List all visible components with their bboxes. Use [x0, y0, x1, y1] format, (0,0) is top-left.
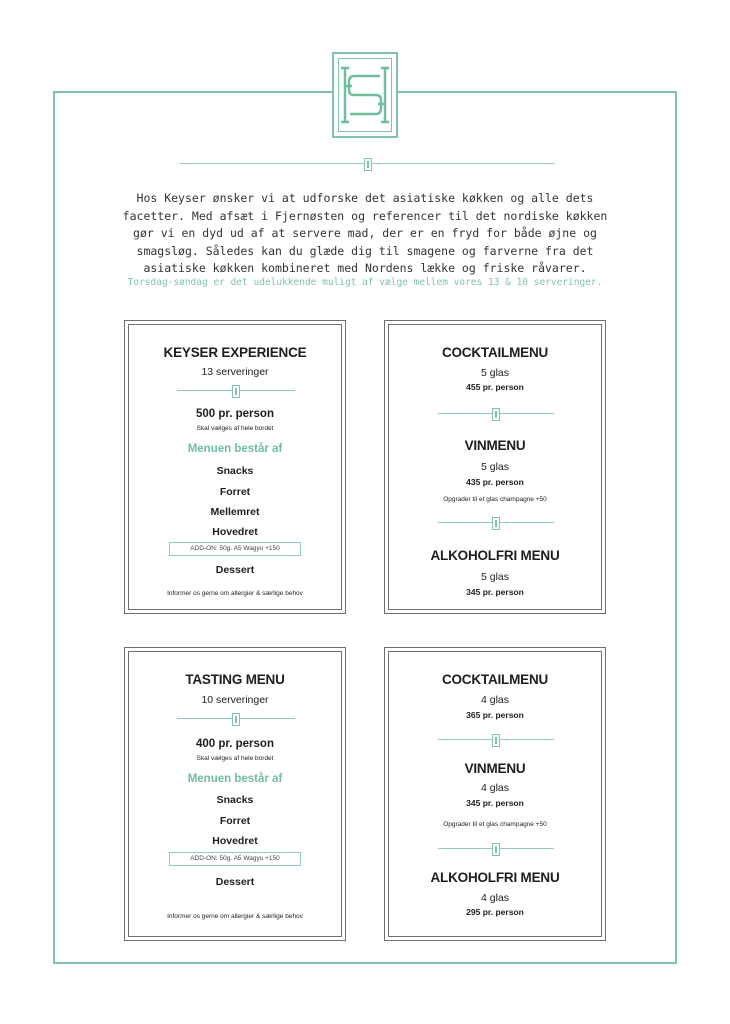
keyser-logo — [332, 52, 398, 138]
price-note: Skal vælges af hele bordet — [196, 755, 274, 762]
menu-item: Snacks — [216, 465, 254, 477]
cocktail-price: 455 pr. person — [466, 382, 524, 392]
notice-text: Torsdag-søndag er det udelukkende muligt af vælge mellem vores 13 & 10 serveringer. — [127, 277, 603, 288]
menu-heading: Menuen består af — [187, 773, 283, 785]
cocktail-glasses: 4 glas — [480, 694, 510, 706]
wine-price: 345 pr. person — [466, 798, 524, 808]
menu-price: 400 pr. person — [196, 738, 274, 750]
cocktail-title: COCKTAILMENU — [441, 672, 549, 687]
menu-title: TASTING MENU — [185, 672, 285, 687]
wine-price: 435 pr. person — [466, 477, 524, 487]
card-divider — [438, 517, 554, 529]
menu-item: Hovedret — [212, 835, 258, 847]
menu-item: Forret — [219, 815, 251, 827]
tasting-menu-card — [124, 647, 346, 941]
card-divider — [438, 734, 554, 746]
menu-heading: Menuen består af — [187, 443, 283, 455]
addon-box: ADD-ON: 50g. A5 Wagyu +150 — [169, 852, 301, 866]
wine-glasses: 4 glas — [480, 782, 510, 794]
servings-count: 10 serveringer — [201, 694, 269, 706]
keyser-experience-card — [124, 320, 346, 614]
addon-box: ADD-ON: 50g. A5 Wagyu +150 — [169, 542, 301, 556]
alcoholfree-glasses: 5 glas — [480, 571, 510, 583]
allergy-note: Informer os gerne om allergier & særlige behov — [167, 913, 303, 920]
header-divider — [180, 158, 555, 170]
drinks-card-10 — [384, 647, 606, 941]
cocktail-title: COCKTAILMENU — [441, 345, 549, 360]
servings-count: 13 serveringer — [201, 366, 269, 378]
card-divider — [177, 385, 295, 397]
menu-item: Forret — [219, 486, 251, 498]
wine-title: VINMENU — [464, 761, 526, 776]
wine-upgrade: Opgrader til et glas champagne +50 — [443, 821, 547, 828]
cocktail-glasses: 5 glas — [480, 367, 510, 379]
menu-price: 500 pr. person — [196, 408, 274, 420]
wine-title: VINMENU — [464, 438, 526, 453]
price-note: Skal vælges af hele bordet — [196, 425, 274, 432]
menu-item-dessert: Dessert — [215, 876, 255, 888]
menu-title: KEYSER EXPERIENCE — [163, 345, 307, 360]
alcoholfree-glasses: 4 glas — [480, 892, 510, 904]
card-divider — [438, 408, 554, 420]
drinks-card-13 — [384, 320, 606, 614]
alcoholfree-title: ALKOHOLFRI MENU — [430, 548, 560, 563]
alcoholfree-price: 295 pr. person — [466, 907, 524, 917]
card-divider — [438, 843, 554, 855]
allergy-note: Informer os gerne om allergier & særlige behov — [167, 590, 303, 597]
cocktail-price: 365 pr. person — [466, 710, 524, 720]
alcoholfree-title: ALKOHOLFRI MENU — [430, 870, 560, 885]
wine-glasses: 5 glas — [480, 461, 510, 473]
alcoholfree-price: 345 pr. person — [466, 587, 524, 597]
menu-item: Mellemret — [210, 506, 260, 518]
menu-item: Snacks — [216, 794, 254, 806]
menu-item-dessert: Dessert — [215, 564, 255, 576]
wine-upgrade: Opgrader til et glas champagne +50 — [443, 496, 547, 503]
menu-item: Hovedret — [212, 526, 258, 538]
card-divider — [177, 713, 295, 725]
intro-text: Hos Keyser ønsker vi at udforske det asiatiske køkken og alle dets facetter. Med afsæt i Fjernøsten og referencer til det nordiske køkken gør vi en dyd ud af at servere mad, der er en fryd for både øjne og smagsløg. Således kan du glæde dig til smagene og farverne fra det asiatiske køkken kombineret med Nordens lække og friske råvarer. — [122, 191, 608, 275]
